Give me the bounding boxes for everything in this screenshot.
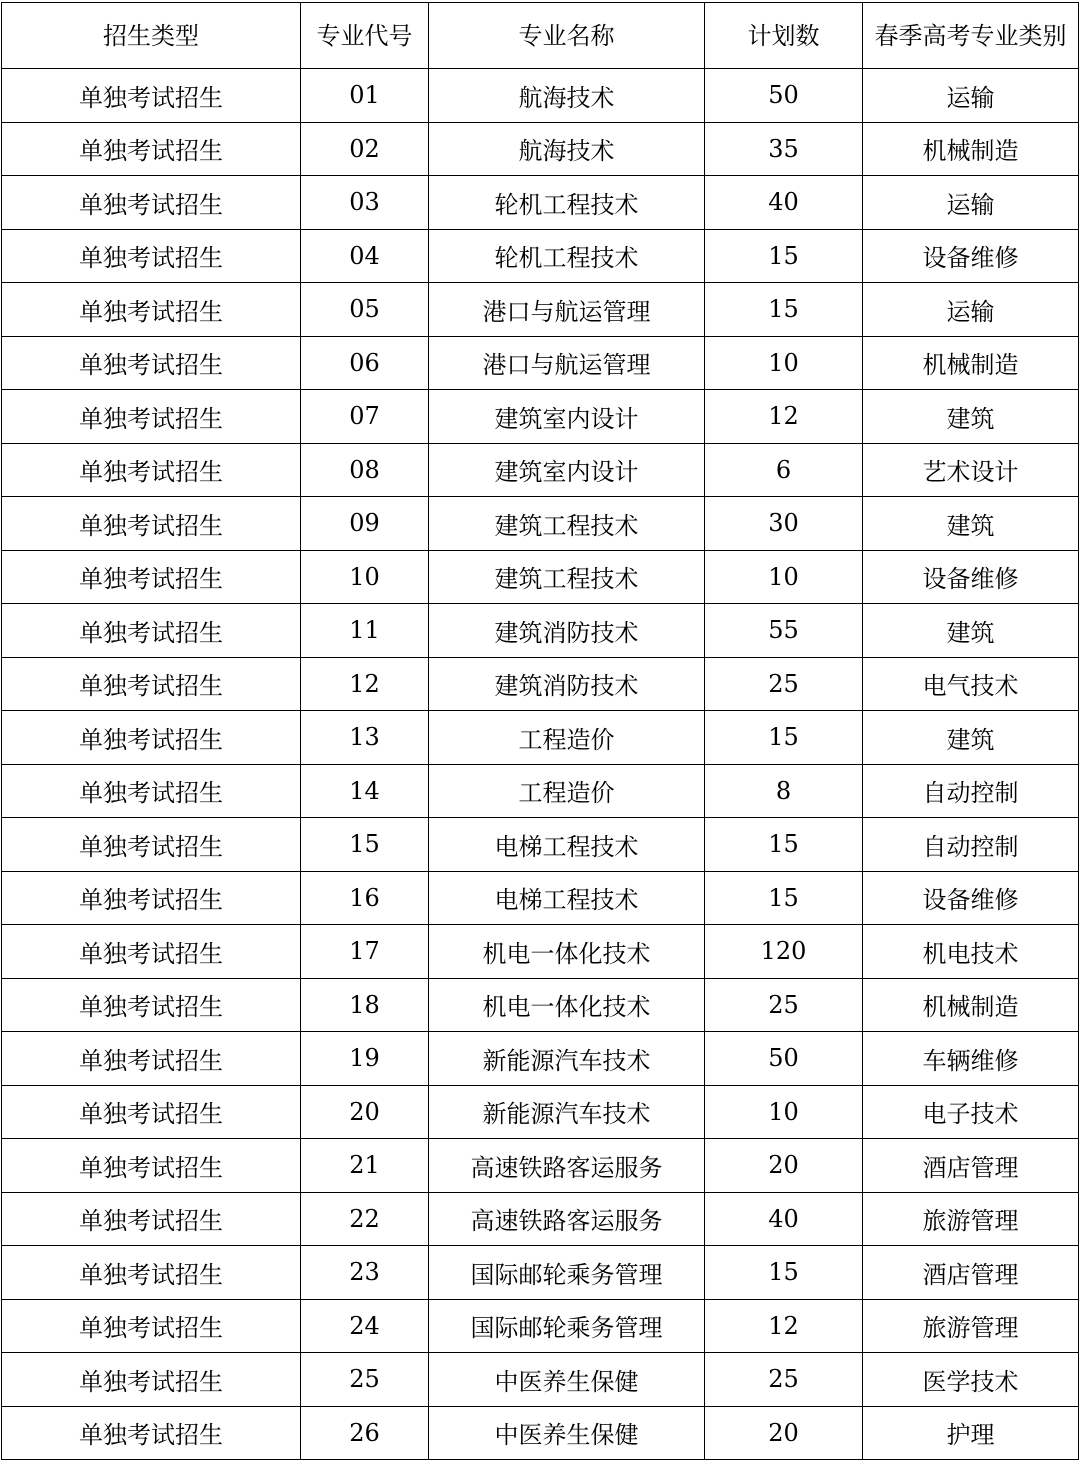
cell-plan-count: 55 xyxy=(705,604,863,658)
cell-enrollment-type: 单独考试招生 xyxy=(2,69,301,123)
cell-major-name: 轮机工程技术 xyxy=(429,229,705,283)
cell-enrollment-type: 单独考试招生 xyxy=(2,871,301,925)
cell-enrollment-type: 单独考试招生 xyxy=(2,818,301,872)
table-row xyxy=(2,283,1079,337)
cell-major-name: 高速铁路客运服务 xyxy=(429,1192,705,1246)
table-row xyxy=(2,711,1079,765)
cell-exam-category: 运输 xyxy=(863,69,1079,123)
cell-major-code: 09 xyxy=(301,497,429,551)
cell-major-code: 15 xyxy=(301,818,429,872)
table-row xyxy=(2,1192,1079,1246)
cell-enrollment-type: 单独考试招生 xyxy=(2,1246,301,1300)
cell-major-name: 国际邮轮乘务管理 xyxy=(429,1299,705,1353)
cell-exam-category: 酒店管理 xyxy=(863,1246,1079,1300)
cell-major-code: 10 xyxy=(301,550,429,604)
cell-plan-count: 40 xyxy=(705,176,863,230)
cell-plan-count: 10 xyxy=(705,550,863,604)
cell-major-code: 20 xyxy=(301,1085,429,1139)
cell-enrollment-type: 单独考试招生 xyxy=(2,1353,301,1407)
cell-enrollment-type: 单独考试招生 xyxy=(2,925,301,979)
table-row xyxy=(2,657,1079,711)
cell-plan-count: 20 xyxy=(705,1406,863,1460)
header-major-name: 专业名称 xyxy=(429,3,705,69)
cell-major-code: 03 xyxy=(301,176,429,230)
cell-major-code: 24 xyxy=(301,1299,429,1353)
cell-major-code: 19 xyxy=(301,1032,429,1086)
table-row xyxy=(2,1406,1079,1460)
cell-enrollment-type: 单独考试招生 xyxy=(2,229,301,283)
header-row xyxy=(2,3,1079,69)
cell-major-name: 航海技术 xyxy=(429,122,705,176)
cell-enrollment-type: 单独考试招生 xyxy=(2,1085,301,1139)
cell-enrollment-type: 单独考试招生 xyxy=(2,390,301,444)
cell-exam-category: 运输 xyxy=(863,283,1079,337)
cell-major-name: 建筑消防技术 xyxy=(429,657,705,711)
cell-plan-count: 30 xyxy=(705,497,863,551)
cell-plan-count: 50 xyxy=(705,1032,863,1086)
cell-enrollment-type: 单独考试招生 xyxy=(2,1139,301,1193)
header-enrollment-type: 招生类型 xyxy=(2,3,301,69)
cell-exam-category: 艺术设计 xyxy=(863,443,1079,497)
cell-plan-count: 120 xyxy=(705,925,863,979)
cell-enrollment-type: 单独考试招生 xyxy=(2,1192,301,1246)
table-row xyxy=(2,871,1079,925)
table-row xyxy=(2,925,1079,979)
cell-major-name: 建筑工程技术 xyxy=(429,497,705,551)
cell-plan-count: 12 xyxy=(705,1299,863,1353)
table-row xyxy=(2,818,1079,872)
table-row xyxy=(2,176,1079,230)
cell-plan-count: 50 xyxy=(705,69,863,123)
table-row xyxy=(2,336,1079,390)
cell-exam-category: 车辆维修 xyxy=(863,1032,1079,1086)
cell-major-code: 17 xyxy=(301,925,429,979)
cell-major-name: 工程造价 xyxy=(429,711,705,765)
cell-enrollment-type: 单独考试招生 xyxy=(2,657,301,711)
cell-exam-category: 设备维修 xyxy=(863,871,1079,925)
table-row xyxy=(2,1246,1079,1300)
table-row xyxy=(2,443,1079,497)
cell-exam-category: 酒店管理 xyxy=(863,1139,1079,1193)
cell-enrollment-type: 单独考试招生 xyxy=(2,764,301,818)
cell-enrollment-type: 单独考试招生 xyxy=(2,336,301,390)
cell-exam-category: 设备维修 xyxy=(863,550,1079,604)
table-row xyxy=(2,764,1079,818)
table-row xyxy=(2,1139,1079,1193)
cell-major-name: 工程造价 xyxy=(429,764,705,818)
cell-major-code: 23 xyxy=(301,1246,429,1300)
cell-major-name: 新能源汽车技术 xyxy=(429,1085,705,1139)
cell-major-name: 建筑室内设计 xyxy=(429,390,705,444)
cell-major-code: 01 xyxy=(301,69,429,123)
table-row xyxy=(2,69,1079,123)
cell-major-name: 新能源汽车技术 xyxy=(429,1032,705,1086)
cell-exam-category: 医学技术 xyxy=(863,1353,1079,1407)
cell-major-code: 04 xyxy=(301,229,429,283)
table-row xyxy=(2,1353,1079,1407)
cell-plan-count: 10 xyxy=(705,336,863,390)
cell-exam-category: 旅游管理 xyxy=(863,1192,1079,1246)
cell-enrollment-type: 单独考试招生 xyxy=(2,1032,301,1086)
cell-plan-count: 15 xyxy=(705,711,863,765)
cell-exam-category: 电气技术 xyxy=(863,657,1079,711)
cell-exam-category: 建筑 xyxy=(863,390,1079,444)
table-row xyxy=(2,1299,1079,1353)
cell-major-name: 机电一体化技术 xyxy=(429,978,705,1032)
cell-enrollment-type: 单独考试招生 xyxy=(2,176,301,230)
table-row xyxy=(2,978,1079,1032)
table-row xyxy=(2,390,1079,444)
cell-enrollment-type: 单独考试招生 xyxy=(2,604,301,658)
cell-major-code: 02 xyxy=(301,122,429,176)
cell-enrollment-type: 单独考试招生 xyxy=(2,1299,301,1353)
cell-major-code: 16 xyxy=(301,871,429,925)
cell-major-code: 22 xyxy=(301,1192,429,1246)
cell-exam-category: 设备维修 xyxy=(863,229,1079,283)
cell-exam-category: 机电技术 xyxy=(863,925,1079,979)
cell-exam-category: 建筑 xyxy=(863,711,1079,765)
cell-major-code: 12 xyxy=(301,657,429,711)
cell-enrollment-type: 单独考试招生 xyxy=(2,550,301,604)
cell-major-code: 07 xyxy=(301,390,429,444)
cell-plan-count: 15 xyxy=(705,1246,863,1300)
cell-enrollment-type: 单独考试招生 xyxy=(2,443,301,497)
cell-exam-category: 旅游管理 xyxy=(863,1299,1079,1353)
cell-major-name: 港口与航运管理 xyxy=(429,336,705,390)
cell-major-code: 25 xyxy=(301,1353,429,1407)
cell-major-code: 08 xyxy=(301,443,429,497)
cell-major-name: 建筑消防技术 xyxy=(429,604,705,658)
cell-major-name: 轮机工程技术 xyxy=(429,176,705,230)
cell-major-code: 06 xyxy=(301,336,429,390)
table-row xyxy=(2,550,1079,604)
cell-plan-count: 20 xyxy=(705,1139,863,1193)
cell-plan-count: 25 xyxy=(705,978,863,1032)
table-row xyxy=(2,229,1079,283)
cell-plan-count: 15 xyxy=(705,283,863,337)
cell-major-name: 高速铁路客运服务 xyxy=(429,1139,705,1193)
cell-plan-count: 10 xyxy=(705,1085,863,1139)
cell-plan-count: 15 xyxy=(705,818,863,872)
header-plan-count: 计划数 xyxy=(705,3,863,69)
cell-plan-count: 35 xyxy=(705,122,863,176)
enrollment-plan-table xyxy=(1,2,1079,1460)
table-body xyxy=(2,69,1079,1460)
table-row xyxy=(2,1085,1079,1139)
table-header xyxy=(2,3,1079,69)
cell-plan-count: 15 xyxy=(705,871,863,925)
cell-plan-count: 25 xyxy=(705,1353,863,1407)
cell-enrollment-type: 单独考试招生 xyxy=(2,283,301,337)
cell-major-code: 11 xyxy=(301,604,429,658)
cell-plan-count: 15 xyxy=(705,229,863,283)
cell-major-code: 14 xyxy=(301,764,429,818)
cell-major-code: 18 xyxy=(301,978,429,1032)
cell-exam-category: 护理 xyxy=(863,1406,1079,1460)
cell-enrollment-type: 单独考试招生 xyxy=(2,497,301,551)
cell-major-name: 建筑室内设计 xyxy=(429,443,705,497)
cell-major-name: 港口与航运管理 xyxy=(429,283,705,337)
cell-major-code: 21 xyxy=(301,1139,429,1193)
cell-major-name: 中医养生保健 xyxy=(429,1406,705,1460)
cell-exam-category: 自动控制 xyxy=(863,818,1079,872)
table-row xyxy=(2,1032,1079,1086)
cell-enrollment-type: 单独考试招生 xyxy=(2,122,301,176)
cell-exam-category: 机械制造 xyxy=(863,122,1079,176)
cell-exam-category: 建筑 xyxy=(863,497,1079,551)
cell-plan-count: 8 xyxy=(705,764,863,818)
cell-major-code: 13 xyxy=(301,711,429,765)
cell-exam-category: 自动控制 xyxy=(863,764,1079,818)
cell-exam-category: 建筑 xyxy=(863,604,1079,658)
table-row xyxy=(2,122,1079,176)
cell-major-name: 国际邮轮乘务管理 xyxy=(429,1246,705,1300)
table-row xyxy=(2,497,1079,551)
table-row xyxy=(2,604,1079,658)
header-spring-exam-category: 春季高考专业类别 xyxy=(863,3,1079,69)
cell-enrollment-type: 单独考试招生 xyxy=(2,711,301,765)
cell-plan-count: 12 xyxy=(705,390,863,444)
cell-exam-category: 机械制造 xyxy=(863,336,1079,390)
cell-plan-count: 6 xyxy=(705,443,863,497)
cell-major-name: 机电一体化技术 xyxy=(429,925,705,979)
cell-major-name: 电梯工程技术 xyxy=(429,818,705,872)
cell-major-name: 航海技术 xyxy=(429,69,705,123)
cell-exam-category: 运输 xyxy=(863,176,1079,230)
cell-exam-category: 机械制造 xyxy=(863,978,1079,1032)
header-major-code: 专业代号 xyxy=(301,3,429,69)
cell-major-name: 建筑工程技术 xyxy=(429,550,705,604)
cell-plan-count: 40 xyxy=(705,1192,863,1246)
cell-major-code: 26 xyxy=(301,1406,429,1460)
cell-major-name: 电梯工程技术 xyxy=(429,871,705,925)
cell-enrollment-type: 单独考试招生 xyxy=(2,1406,301,1460)
cell-major-name: 中医养生保健 xyxy=(429,1353,705,1407)
cell-plan-count: 25 xyxy=(705,657,863,711)
cell-major-code: 05 xyxy=(301,283,429,337)
cell-exam-category: 电子技术 xyxy=(863,1085,1079,1139)
cell-enrollment-type: 单独考试招生 xyxy=(2,978,301,1032)
